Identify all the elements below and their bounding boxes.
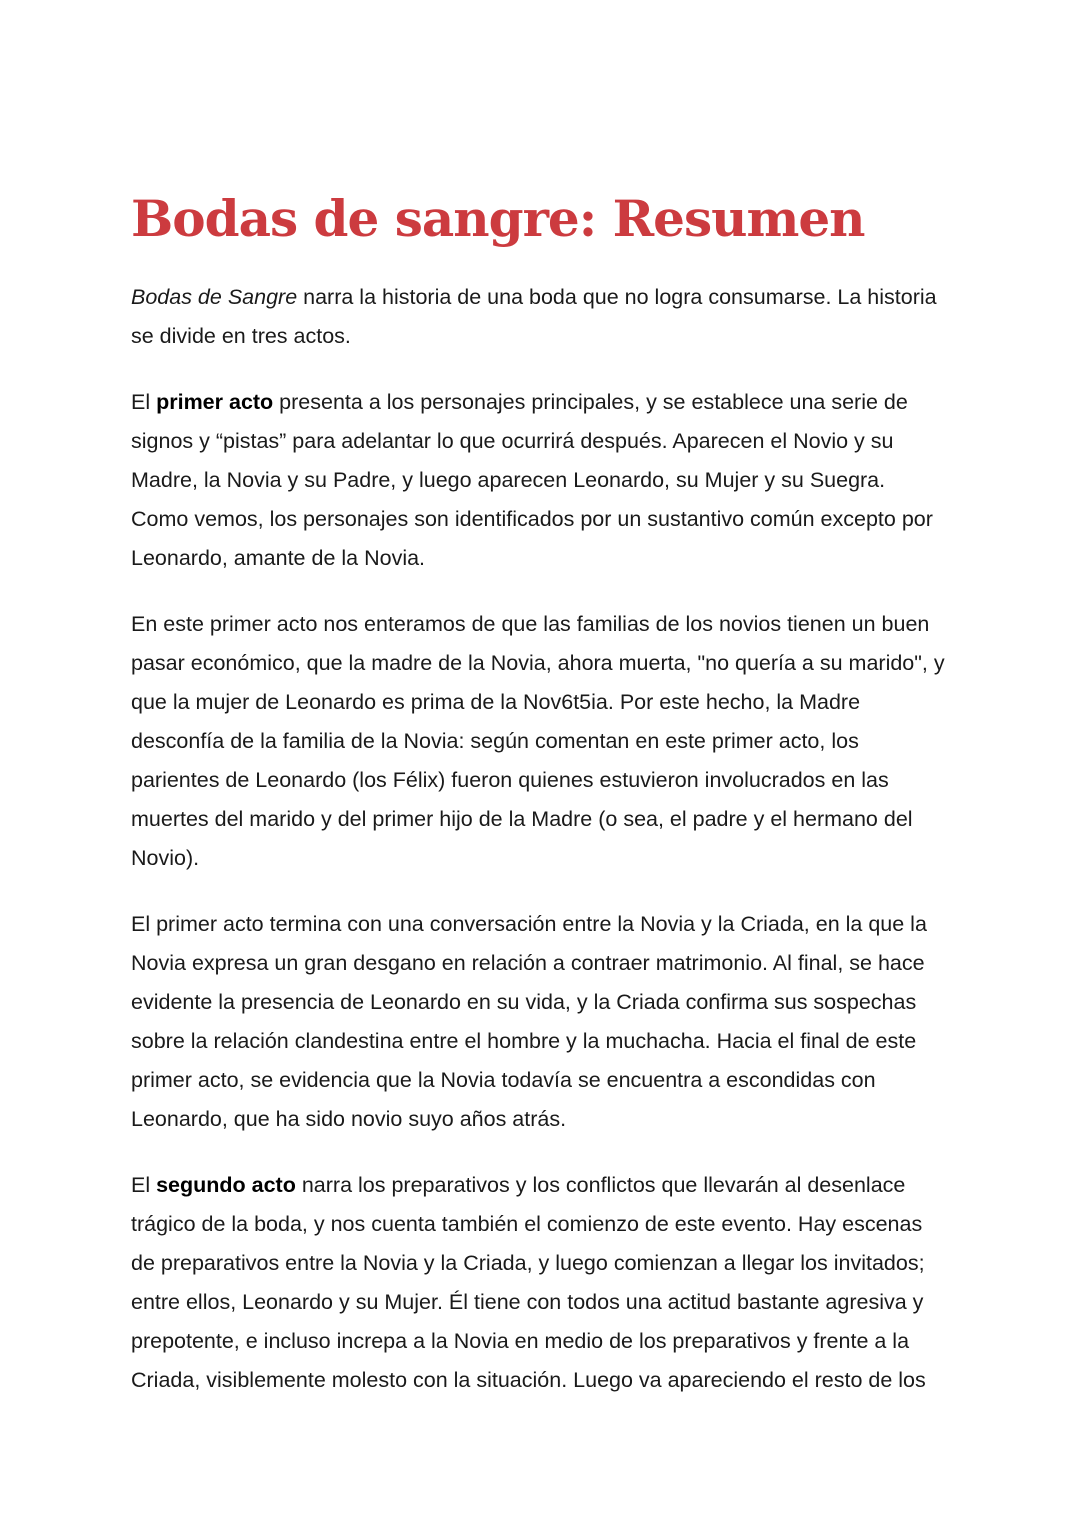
paragraph-second-act-text: narra los preparativos y los conflictos que llevarán al desenlace trágico de la boda, y nos cuenta también el comienzo de este evento. Hay escenas de preparativos entre la Novia y la Criada, y luego comienzan a llegar los invitados; entre ellos, Leonardo y su Mujer. Él tiene con todos una actitud bastante agresiva y prepotente, e incluso increpa a la Novia en medio de los preparativos y frente a la Criada, visiblemente molesto con la situación. Luego va apareciendo el resto de los (131, 1173, 926, 1392)
work-title-italic: Bodas de Sangre (131, 285, 298, 309)
paragraph-intro (131, 278, 946, 356)
paragraph-intro-text: narra la historia de una boda que no logra consumarse. La historia se divide en tres actos. (131, 285, 937, 348)
paragraph-first-act-ending: El primer acto termina con una conversación entre la Novia y la Criada, en la que la Novia expresa un gran desgano en relación a contraer matrimonio. Al final, se hace evidente la presencia de Leonardo en su vida, y la Criada confirma sus sospechas sobre la relación clandestina entre el hombre y la muchacha. Hacia el final de este primer acto, se evidencia que la Novia todavía se encuentra a escondidas con Leonardo, que ha sido novio suyo años atrás. (131, 912, 927, 1131)
paragraph-first-act-text: presenta a los personajes principales, y se establece una serie de signos y “pistas” para adelantar lo que ocurrirá después. Aparecen el Novio y su Madre, la Novia y su Padre, y luego aparecen Leonardo, su Mujer y su Suegra. Como vemos, los personajes son identificados por un sustantivo común excepto por Leonardo, amante de la Novia. (131, 390, 933, 570)
second-act-bold: segundo acto (156, 1173, 296, 1197)
paragraph-second-act (131, 1166, 946, 1400)
page-title: Bodas de sangre: Resumen (131, 189, 865, 248)
paragraph-first-act-families: En este primer acto nos enteramos de que las familias de los novios tienen un buen pasar económico, que la madre de la Novia, ahora muerta, "no quería a su marido", y que la mujer de Leonardo es prima de la Nov6t5ia. Por este hecho, la Madre desconfía de la familia de la Novia: según comentan en este primer acto, los parientes de Leonardo (los Félix) fueron quienes estuvieron involucrados en las muertes del marido y del primer hijo de la Madre (o sea, el padre y el hermano del Novio). (131, 612, 945, 870)
paragraph-second-act-pre: El (131, 1173, 157, 1197)
document-page (131, 186, 946, 1427)
first-act-bold: primer acto (156, 390, 274, 414)
paragraph-first-act (131, 383, 946, 578)
paragraph-first-act-pre: El (131, 390, 157, 414)
